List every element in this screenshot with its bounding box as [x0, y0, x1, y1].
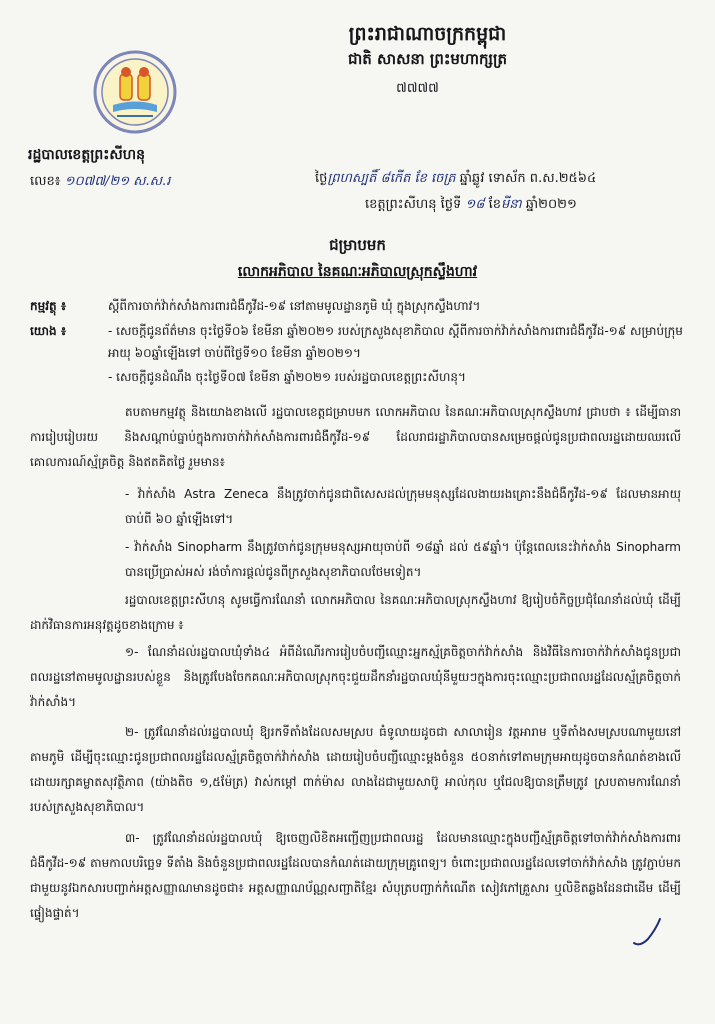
subject-label: កម្មវត្ថុ ៖: [30, 299, 67, 313]
reference-number: [30, 173, 170, 192]
point-3: ៣- ត្រូវណែនាំដល់រដ្ឋបាលឃុំ ឱ្យចេញលិខិតអញ្ជើញប្រជាពលរដ្ឋ ដែលមានឈ្មោះក្នុងបញ្ជីស្ម័គ្រចិត្តទៅចាក់វ៉ាក់សាំងការពារជំងឺកូវីដ-១៩ តាមកាលបរិច្ឆេទ ទីតាំង និងចំនួនប្រជាពលរដ្ឋដែលបានកំណត់ដោយក្រុមគ្រូពេទ្យ។ ចំពោះប្រជាពលរដ្ឋដែលទៅចាក់វ៉ាក់សាំង ត្រូវភ្ជាប់មកជាមួយនូវឯកសារបញ្ជាក់អត្តសញ្ញាណមានដូចជា៖ អត្តសញ្ញាណប័ណ្ណសញ្ជាតិខ្មែរ សំបុត្របញ្ជាក់កំណើត សៀវភៅគ្រួសារ ឬលិខិតឆ្លងដែនជាដើម ដើម្បីផ្ទៀងផ្ទាត់។: [30, 831, 681, 920]
point-1: ១- ណែនាំដល់រដ្ឋបាលឃុំទាំង៤ អំពីដំណើរការរៀបចំបញ្ជីឈ្មោះអ្នកស្ម័គ្រចិត្តចាក់វ៉ាក់សាំង និងវិធីនៃការចាក់វ៉ាក់សាំងជូនប្រជាពលរដ្ឋនៅតាមមូលដ្ឋានរបស់ខ្លួន និងត្រូវបែងចែកគណៈអភិបាលស្រុកចុះជួយដឹកនាំរដ្ឋបាលឃុំនីមួយៗក្នុងការចុះឈ្មោះប្រជាពលរដ្ឋដែលស្ម័គ្រចិត្តចាក់វ៉ាក់សាំង។: [30, 645, 681, 709]
national-motto: ជាតិ សាសនា ព្រះមហាក្សត្រ: [348, 50, 507, 68]
reference-item-1: - សេចក្តីជូនព័ត៌មាន ចុះថ្ងៃទី០៦ ខែមីនា ឆ្នាំ២០២១ របស់ក្រសួងសុខាភិបាល ស្តីពីការចាក់វ៉ាក់សាំងការពារជំងឺកូវីដ-១៩ សម្រាប់ក្រុមអាយុ ៦០ឆ្នាំឡើងទៅ ចាប់ពីថ្ងៃទី១០ ខែមីនា ឆ្នាំ២០២១។: [108, 324, 683, 360]
solar-day: ១៨: [465, 197, 485, 212]
point-2: ២- ត្រូវណែនាំដល់រដ្ឋបាលឃុំ ឱ្យរកទីតាំងដែលសមស្រប ធំទូលាយដូចជា សាលារៀន វត្តអារាម ឬទីតាំងសមស្របណាមួយនៅតាមភូមិ ដើម្បីចុះឈ្មោះជូនប្រជាពលរដ្ឋដែលស្ម័គ្រចិត្តចាក់វ៉ាក់សាំង ដោយរៀបចំបញ្ជីឈ្មោះម្តងចំនួន ៥០នាក់ទៅតាមក្រុមអាយុដូចបានកំណត់ខាងលើ ដោយរក្សាគម្លាតសុវត្ថិភាព (យ៉ាងតិច ១,៥ម៉ែត្រ) វាស់កម្តៅ ពាក់ម៉ាស លាងដៃជាមួយសាប៊ូ អាល់កុល ឬជែលឱ្យបានត្រឹមត្រូវ ស្របតាមការណែនាំរបស់ក្រសួងសុខាភិបាល។: [30, 725, 681, 814]
signature-mark: [626, 913, 666, 953]
lunar-date-prefix: ថ្ងៃ: [315, 171, 328, 186]
vaccine-bullet-astra: - វ៉ាក់សាំង Astra Zeneca នឹងត្រូវចាក់ជូនជាពិសេសដល់ក្រុមមនុស្សដែលងាយរងគ្រោះនឹងជំងឺកូវីដ-១៩ ដែលមានអាយុចាប់ពី ៦០ ឆ្នាំឡើងទៅ។: [125, 487, 681, 526]
vaccine-bullet-sinopharm: - វ៉ាក់សាំង Sinopharm នឹងត្រូវចាក់ជូនក្រុមមនុស្សអាយុចាប់ពី ១៨ឆ្នាំ ដល់ ៥៩ឆ្នាំ។ ប៉ុន្តែពេលនេះវ៉ាក់សាំង Sinopharm បានប្រើប្រាស់អស់ រង់ចាំការផ្តល់ជូនពីក្រសួងសុខាភិបាលថែមទៀត។: [125, 540, 681, 579]
reference-label: យោង ៖: [30, 324, 67, 338]
ref-number-handwritten: ១០៧៧/២១ ស.ស.រ: [64, 174, 171, 189]
lunar-date-handwritten: ព្រហស្បតិ៍ ៨កើត ខែ ចេត្រ: [327, 171, 456, 186]
intro-paragraph: តបតាមកម្មវត្ថុ និងយោងខាងលើ រដ្ឋបាលខេត្តជម្រាបមក លោកអភិបាល នៃគណៈអភិបាលស្រុកស្ទឹងហាវ ជ្រាបថា ៖ ដើម្បីធានាការរៀបរៀបរយ និងសណ្តាប់ធ្នាប់ក្នុងការចាក់វ៉ាក់សាំងការពារជំងឺកូវីដ-១៩ ដែលរាជរដ្ឋាភិបាលបានសម្រេចផ្តល់ជូនប្រជាពលរដ្ឋដោយឈរលើគោលការណ៍ស្ម័គ្រចិត្ត និងឥតគិតថ្លៃ រួមមាន៖: [30, 405, 681, 469]
instruction-paragraph: រដ្ឋបាលខេត្តព្រះសីហនុ សូមធ្វើការណែនាំ លោកអភិបាល នៃគណៈអភិបាលស្រុកស្ទឹងហាវ ឱ្យរៀបចំកិច្ចប្រជុំណែនាំដល់ឃុំ ដើម្បីដាក់វិធានការអនុវត្តដូចខាងក្រោម ៖: [30, 593, 681, 632]
lunar-date-suffix: ឆ្នាំឆ្លូវ ទោស័ក ព.ស.២៥៦៤: [459, 171, 597, 186]
solar-date: [365, 196, 577, 215]
reference-item-2: - សេចក្តីជូនដំណឹង ចុះថ្ងៃទី០៧ ខែមីនា ឆ្នាំ២០២១ របស់រដ្ឋបាលខេត្តព្រះសីហនុ។: [108, 370, 466, 384]
provincial-seal-logo: [93, 50, 177, 134]
solar-month: មីនា: [500, 197, 522, 212]
reference-row: [30, 320, 685, 364]
letter-kind: ជម្រាបមក: [329, 236, 386, 254]
solar-year: ឆ្នាំ២០២១: [525, 197, 577, 212]
ref-label: លេខ៖: [30, 174, 61, 189]
lunar-date: [315, 170, 596, 189]
subject-text: ស្តីពីការចាក់វ៉ាក់សាំងការពារជំងឺកូវីដ-១៩ នៅតាមមូលដ្ឋានភូមិ ឃុំ ក្នុងស្រុកស្ទឹងហាវ។: [108, 299, 481, 313]
recipient: លោកអភិបាល នៃគណៈអភិបាលស្រុកស្ទឹងហាវ: [237, 264, 478, 280]
sender-administration: រដ្ឋបាលខេត្តព្រះសីហនុ: [28, 147, 145, 163]
solar-month-label: ខែ: [488, 197, 501, 212]
solar-date-prefix: ខេត្តព្រះសីហនុ ថ្ងៃទី: [365, 197, 462, 212]
subject-row: [30, 295, 685, 317]
ornament-symbol: ៧៧៧៧: [396, 81, 439, 96]
kingdom-heading: ព្រះរាជាណាចក្រកម្ពុជា: [348, 23, 507, 45]
